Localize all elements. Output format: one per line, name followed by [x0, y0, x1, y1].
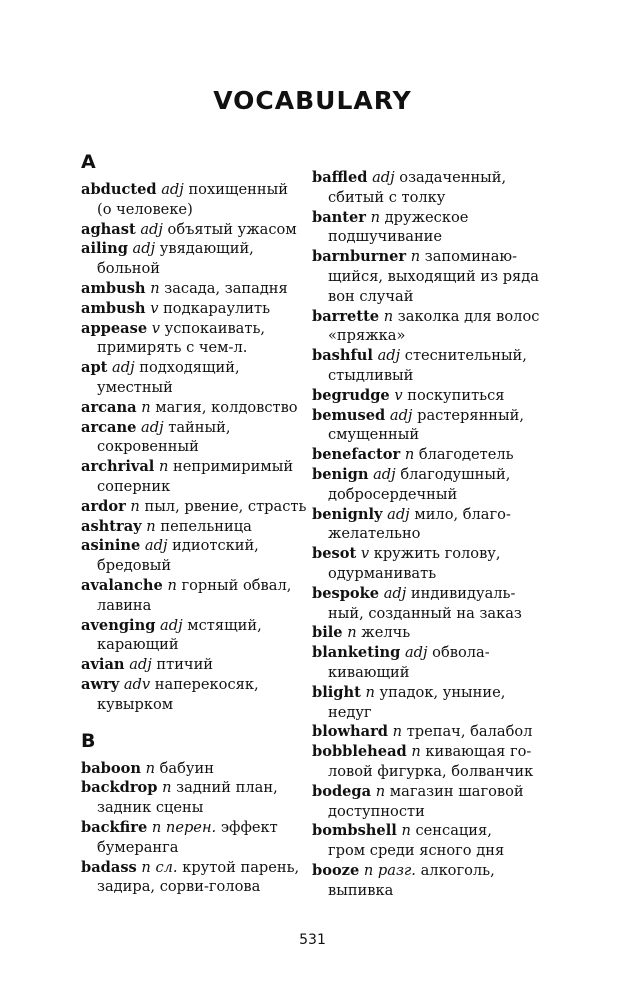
entry-first-line [81, 517, 301, 537]
definition: желчь [356, 624, 411, 642]
definition-continuation: задник сцены [97, 799, 204, 817]
vocab-entry [312, 386, 552, 406]
entry-first-line [81, 655, 301, 675]
definition-continuation: сокровенный [97, 438, 199, 456]
part-of-speech: n [347, 624, 357, 642]
vocab-entry [81, 576, 301, 616]
vocab-entry [81, 778, 301, 818]
entry-first-line [312, 208, 552, 228]
vocab-entry [312, 722, 552, 742]
entry-first-line [81, 858, 301, 878]
part-of-speech: n [370, 208, 381, 226]
headword: badass [81, 858, 137, 876]
part-of-speech: v [150, 299, 159, 317]
headword: aghast [81, 220, 136, 238]
vocab-entry [312, 247, 552, 306]
headword: bobblehead [312, 743, 407, 761]
definition: засада, западня [159, 279, 288, 297]
definition: поскупиться [402, 386, 505, 404]
definition-continuation: сбитый с толку [328, 188, 446, 206]
headword: bashful [312, 347, 373, 365]
right-column [312, 168, 552, 900]
page-title: VOCABULARY [213, 86, 412, 115]
headword: backfire [81, 818, 148, 836]
entry-first-line [312, 643, 552, 663]
definition: кивающая го- [420, 743, 532, 761]
headword: banter [312, 208, 366, 226]
headword: asinine [81, 537, 141, 555]
headword: arcana [81, 398, 137, 416]
definition: заколка для волос [393, 307, 540, 325]
definition-continuation: стыдливый [328, 366, 414, 384]
vocab-entry [81, 616, 301, 656]
definition-continuation: желательно [328, 525, 421, 543]
definition: успокаивать, [160, 319, 266, 337]
part-of-speech: n [365, 683, 375, 701]
entry-first-line [81, 759, 301, 779]
definition: дружеское [380, 208, 469, 226]
definition: птичий [151, 656, 214, 674]
headword: awry [81, 675, 120, 693]
definition-continuation: задира, сорви-голова [97, 878, 261, 896]
definition-continuation: выпивка [328, 881, 394, 899]
part-of-speech: adj [161, 181, 184, 198]
entry-first-line [312, 722, 552, 742]
vocab-entry [312, 584, 552, 624]
entry-first-line [312, 168, 552, 188]
entries-b [81, 759, 301, 898]
headword: ardor [81, 497, 126, 515]
headword: begrudge [312, 386, 390, 404]
definition: благодетель [414, 446, 514, 464]
entry-first-line [81, 616, 301, 636]
headword: blowhard [312, 723, 389, 741]
headword: benefactor [312, 446, 401, 464]
headword: baboon [81, 759, 141, 777]
definition: стеснительный, [400, 347, 527, 365]
headword: appease [81, 319, 148, 337]
definition-continuation: примирять с чем-л. [97, 339, 248, 357]
vocab-entry [312, 346, 552, 386]
part-of-speech: adj [383, 584, 407, 602]
vocab-entry [312, 821, 552, 861]
headword: avalanche [81, 576, 163, 594]
headword: barrette [312, 307, 380, 325]
vocab-entry [312, 544, 552, 584]
vocab-entry [81, 517, 301, 537]
entry-first-line [312, 861, 552, 881]
headword: abducted [81, 181, 157, 198]
definition-continuation: уместный [97, 378, 173, 396]
vocab-entry [81, 358, 301, 398]
vocab-entry [312, 505, 552, 545]
entry-first-line [81, 398, 301, 418]
definition-continuation: больной [97, 260, 161, 278]
part-of-speech: n [392, 723, 403, 741]
definition-continuation: недуг [328, 703, 372, 721]
definition-continuation: «пряжка» [328, 327, 406, 345]
definition: пепельница [155, 517, 252, 535]
vocab-entry [312, 623, 552, 643]
vocab-entry [312, 782, 552, 822]
definition-continuation: одурманивать [328, 564, 437, 582]
definition: магазин шаговой [385, 782, 524, 800]
headword: bile [312, 624, 343, 642]
definition: сенсация, [410, 822, 492, 840]
definition-continuation: ловой фигурка, болванчик [328, 762, 534, 780]
vocab-entry [312, 406, 552, 446]
definition: подкараулить [158, 299, 271, 317]
entry-first-line [81, 180, 301, 200]
part-of-speech: n [150, 279, 160, 297]
headword: avenging [81, 616, 156, 634]
entry-first-line [81, 576, 301, 596]
headword: backdrop [81, 779, 158, 797]
definition: непримиримый [168, 458, 294, 476]
entry-first-line [312, 544, 552, 564]
entry-first-line [312, 406, 552, 426]
definition: упадок, уныние, [374, 683, 506, 701]
entry-first-line [312, 821, 552, 841]
entry-first-line [312, 584, 552, 604]
left-column [81, 150, 307, 897]
part-of-speech: n разг. [363, 861, 416, 879]
vocab-entry [81, 497, 307, 517]
part-of-speech: adj [141, 418, 164, 436]
headword: apt [81, 359, 108, 377]
vocab-entry [81, 655, 301, 675]
definition-continuation: кувырком [97, 695, 174, 713]
definition-continuation: доступности [328, 802, 425, 820]
definition: запоминаю- [420, 248, 518, 266]
part-of-speech: adj [140, 220, 163, 238]
entry-first-line [312, 307, 552, 327]
definition: горный обвал, [176, 576, 292, 594]
definition: мило, благо- [409, 505, 511, 523]
definition: идиотский, [167, 537, 259, 555]
part-of-speech: adj [144, 537, 168, 555]
part-of-speech: n сл. [141, 858, 178, 876]
part-of-speech: adj [160, 616, 183, 634]
headword: bodega [312, 782, 372, 800]
definition: похищенный [183, 181, 288, 198]
part-of-speech: adj [404, 644, 428, 662]
definition: тайный, [163, 418, 231, 436]
vocab-entry [81, 818, 301, 858]
entry-first-line [312, 386, 552, 406]
definition: трепач, балабол [402, 723, 533, 741]
vocab-entry [81, 220, 301, 240]
definition-continuation: подшучивание [328, 228, 443, 246]
vocab-entry [312, 742, 552, 782]
headword: archrival [81, 458, 155, 476]
part-of-speech: n [146, 517, 156, 535]
entry-first-line [312, 623, 552, 643]
entries-right [312, 168, 552, 900]
vocab-entry [81, 279, 301, 299]
entry-first-line [81, 818, 301, 838]
headword: ambush [81, 299, 146, 317]
vocab-entry [81, 319, 301, 359]
entry-first-line [81, 497, 307, 517]
vocab-entry [81, 759, 301, 779]
headword: ambush [81, 279, 146, 297]
part-of-speech: adj [112, 359, 135, 377]
vocab-entry [81, 675, 301, 715]
definition: растерянный, [412, 406, 525, 424]
definition-continuation: ный, созданный на заказ [328, 604, 522, 622]
definition: задний план, [171, 779, 278, 797]
definition: кружить голову, [369, 545, 501, 563]
entry-first-line [312, 782, 552, 802]
definition-continuation: бредовый [97, 557, 172, 575]
definition: мстящий, [182, 616, 262, 634]
headword: avian [81, 656, 125, 674]
definition-continuation: лавина [97, 596, 152, 614]
section-letter-a: A [81, 151, 96, 173]
definition: подходящий, [134, 359, 240, 377]
headword: ailing [81, 240, 128, 258]
vocab-entry [312, 445, 552, 465]
part-of-speech: n [167, 576, 177, 594]
headword: booze [312, 861, 360, 879]
headword: ashtray [81, 517, 142, 535]
part-of-speech: n [401, 822, 411, 840]
headword: benign [312, 465, 369, 483]
part-of-speech: n перен. [151, 818, 217, 836]
definition: магия, колдовство [150, 398, 298, 416]
part-of-speech: adj [132, 240, 156, 258]
entry-first-line [312, 445, 552, 465]
entry-first-line [81, 418, 301, 438]
part-of-speech: adj [372, 169, 395, 186]
definition: увядающий, [155, 240, 254, 258]
entry-first-line [81, 299, 301, 319]
vocab-entry [81, 239, 301, 279]
definition: объятый ужасом [162, 220, 297, 238]
vocab-entry [81, 457, 301, 497]
vocab-entry [81, 418, 301, 458]
part-of-speech: adv [123, 675, 151, 693]
part-of-speech: v [360, 545, 370, 563]
definition-continuation: добросердечный [328, 485, 458, 503]
headword: bespoke [312, 584, 380, 602]
part-of-speech: n [410, 248, 421, 266]
part-of-speech: adj [377, 347, 401, 365]
definition-continuation: карающий [97, 636, 179, 654]
part-of-speech: n [130, 497, 140, 515]
part-of-speech: adj [389, 406, 413, 424]
entry-first-line [312, 465, 552, 485]
definition: индивидуаль- [406, 584, 516, 602]
part-of-speech: n [159, 458, 169, 476]
definition-continuation: кивающий [328, 663, 410, 681]
entry-first-line [312, 505, 552, 525]
definition: крутой парень, [177, 858, 300, 876]
vocab-entry [312, 683, 552, 723]
part-of-speech: n [404, 446, 415, 464]
definition: бабуин [155, 759, 214, 777]
section-letter-b: B [81, 729, 96, 752]
definition-continuation: щийся, выходящий из ряда вон случай [328, 267, 539, 305]
definition: эффект [216, 818, 278, 836]
definition: алкоголь, [415, 861, 495, 879]
definition: благодушный, [395, 465, 511, 483]
definition: наперекосяк, [150, 675, 259, 693]
definition-continuation: смущенный [328, 426, 420, 444]
part-of-speech: v [394, 386, 403, 404]
vocab-entry [312, 208, 552, 248]
entry-first-line [81, 778, 301, 798]
part-of-speech: n [141, 398, 151, 416]
vocab-entry [81, 536, 301, 576]
part-of-speech: adj [129, 656, 152, 674]
entry-first-line [81, 536, 301, 556]
entry-first-line [312, 346, 552, 366]
entry-first-line [81, 239, 301, 259]
entries-a [81, 180, 307, 715]
part-of-speech: n [411, 743, 421, 761]
part-of-speech: n [375, 782, 386, 800]
headword: besot [312, 545, 357, 563]
headword: blight [312, 683, 361, 701]
definition-continuation: гром среди ясного дня [328, 842, 505, 860]
part-of-speech: n [383, 307, 394, 325]
part-of-speech: v [151, 319, 160, 337]
vocab-entry [312, 465, 552, 505]
vocab-entry [312, 168, 552, 208]
definition-continuation: (о человеке) [97, 200, 193, 218]
headword: baffled [312, 169, 368, 186]
vocab-entry [81, 299, 301, 319]
page-number: 531 [299, 932, 326, 948]
vocab-entry [81, 398, 301, 418]
vocab-entry [81, 180, 301, 220]
part-of-speech: n [145, 759, 155, 777]
entry-first-line [81, 358, 301, 378]
headword: bemused [312, 406, 386, 424]
part-of-speech: adj [387, 505, 410, 523]
part-of-speech: adj [373, 465, 396, 483]
entry-first-line [81, 279, 301, 299]
headword: barnburner [312, 248, 407, 266]
entry-first-line [81, 675, 301, 695]
headword: blanketing [312, 644, 401, 662]
definition: пыл, рвение, страсть [139, 497, 307, 515]
entry-first-line [312, 683, 552, 703]
entry-first-line [312, 742, 552, 762]
definition-continuation: соперник [97, 477, 171, 495]
entry-first-line [81, 319, 301, 339]
vocab-entry [81, 858, 301, 898]
headword: arcane [81, 418, 137, 436]
vocab-entry [312, 861, 552, 901]
vocab-entry [312, 643, 552, 683]
entry-first-line [312, 247, 552, 267]
headword: benignly [312, 505, 383, 523]
entry-first-line [81, 457, 301, 477]
entry-first-line [81, 220, 301, 240]
definition: обвола- [427, 644, 490, 662]
headword: bombshell [312, 822, 397, 840]
part-of-speech: n [162, 779, 172, 797]
vocab-entry [312, 307, 552, 347]
definition: озадаченный, [394, 169, 507, 186]
definition-continuation: бумеранга [97, 838, 179, 856]
